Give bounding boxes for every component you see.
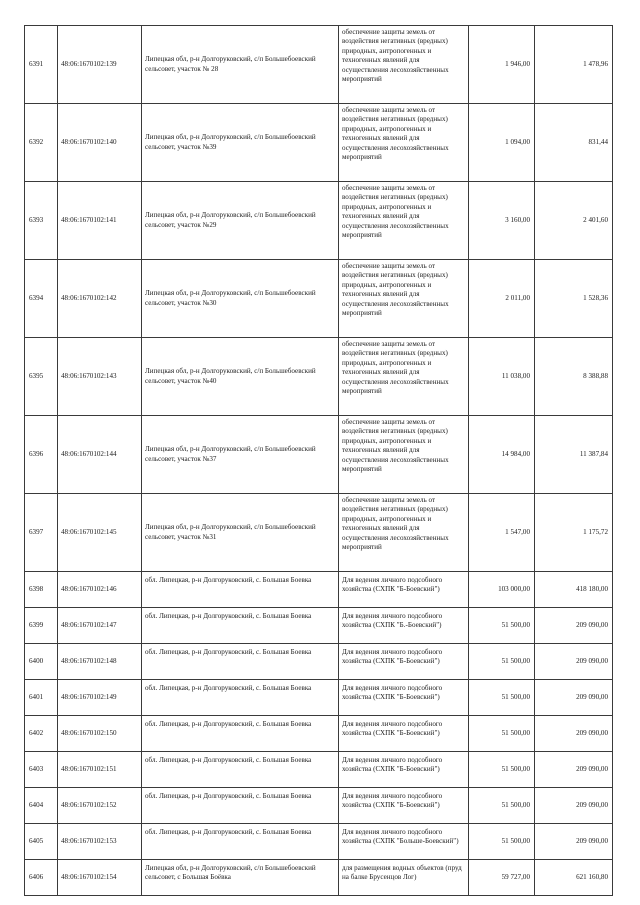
row-number: 6401 — [25, 680, 58, 716]
cadastral-value: 209 090,00 — [535, 608, 613, 644]
cadastral-value: 209 090,00 — [535, 788, 613, 824]
cadastral-number: 48:06:1670102:139 — [58, 26, 142, 104]
permitted-use: обеспечение защиты земель от воздействия негативных (вредных) природных, антропогенных и техногенных явлений для осуществления лесохозяйственных мероприятий — [339, 416, 469, 494]
plot-address: обл. Липецкая, р-н Долгоруковский, с. Большая Боевка — [142, 824, 339, 860]
permitted-use: Для ведения личного подсобного хозяйства (СХПК "Б-Боевский") — [339, 788, 469, 824]
row-number: 6404 — [25, 788, 58, 824]
cadastral-number: 48:06:1670102:150 — [58, 716, 142, 752]
table-row — [25, 260, 613, 338]
plot-area: 1 547,00 — [469, 494, 535, 572]
row-number: 6396 — [25, 416, 58, 494]
cadastral-value: 621 160,80 — [535, 860, 613, 896]
table-row — [25, 26, 613, 104]
cadastral-number: 48:06:1670102:152 — [58, 788, 142, 824]
permitted-use: обеспечение защиты земель от воздействия негативных (вредных) природных, антропогенных и техногенных явлений для осуществления лесохозяйственных мероприятий — [339, 338, 469, 416]
permitted-use: Для ведения личного подсобного хозяйства (СХПК "Б-Боевский") — [339, 644, 469, 680]
permitted-use: Для ведения личного подсобного хозяйства (СХПК "Б-Боевский") — [339, 572, 469, 608]
row-number: 6392 — [25, 104, 58, 182]
permitted-use: обеспечение защиты земель от воздействия негативных (вредных) природных, антропогенных и техногенных явлений для осуществления лесохозяйственных мероприятий — [339, 104, 469, 182]
plot-address: Липецкая обл, р-н Долгоруковский, с/п Большебоевский сельсовет, с Большая Боёвка — [142, 860, 339, 896]
plot-area: 51 500,00 — [469, 716, 535, 752]
cadastral-number: 48:06:1670102:142 — [58, 260, 142, 338]
permitted-use: Для ведения личного подсобного хозяйства (СХПК "Б-Боевский") — [339, 716, 469, 752]
row-number: 6406 — [25, 860, 58, 896]
cadastral-value: 418 180,00 — [535, 572, 613, 608]
cadastral-number: 48:06:1670102:141 — [58, 182, 142, 260]
cadastral-number: 48:06:1670102:144 — [58, 416, 142, 494]
cadastral-value: 11 387,84 — [535, 416, 613, 494]
plot-address: обл. Липецкая, р-н Долгоруковский, с. Большая Боевка — [142, 716, 339, 752]
row-number: 6405 — [25, 824, 58, 860]
plot-address: Липецкая обл, р-н Долгоруковский, с/п Большебоевский сельсовет, участок №29 — [142, 182, 339, 260]
plot-area: 103 000,00 — [469, 572, 535, 608]
cadastral-number: 48:06:1670102:145 — [58, 494, 142, 572]
row-number: 6395 — [25, 338, 58, 416]
plot-address: Липецкая обл, р-н Долгоруковский, с/п Большебоевский сельсовет, участок №37 — [142, 416, 339, 494]
plot-area: 1 946,00 — [469, 26, 535, 104]
plot-area: 3 160,00 — [469, 182, 535, 260]
plot-area: 1 094,00 — [469, 104, 535, 182]
permitted-use: Для ведения личного подсобного хозяйства (СХПК "Больше-Боевский") — [339, 824, 469, 860]
plot-area: 51 500,00 — [469, 788, 535, 824]
table-row — [25, 608, 613, 644]
row-number: 6403 — [25, 752, 58, 788]
permitted-use: обеспечение защиты земель от воздействия негативных (вредных) природных, антропогенных и техногенных явлений для осуществления лесохозяйственных мероприятий — [339, 182, 469, 260]
table-row — [25, 716, 613, 752]
plot-area: 14 984,00 — [469, 416, 535, 494]
permitted-use: Для ведения личного подсобного хозяйства (СХПК "Б-Боевский") — [339, 752, 469, 788]
cadastral-value: 1 528,36 — [535, 260, 613, 338]
plot-area: 51 500,00 — [469, 824, 535, 860]
table-row — [25, 788, 613, 824]
plot-area: 51 500,00 — [469, 680, 535, 716]
plot-address: Липецкая обл, р-н Долгоруковский, с/п Большебоевский сельсовет, участок №40 — [142, 338, 339, 416]
table-body — [25, 26, 613, 896]
cadastral-value: 1 478,96 — [535, 26, 613, 104]
table-row — [25, 416, 613, 494]
permitted-use: обеспечение защиты земель от воздействия негативных (вредных) природных, антропогенных и техногенных явлений для осуществления лесохозяйственных мероприятий — [339, 494, 469, 572]
cadastral-value: 209 090,00 — [535, 644, 613, 680]
table-row — [25, 752, 613, 788]
plot-address: Липецкая обл, р-н Долгоруковский, с/п Большебоевский сельсовет, участок № 28 — [142, 26, 339, 104]
table-row — [25, 338, 613, 416]
plot-address: обл. Липецкая, р-н Долгоруковский, с. Большая Боевка — [142, 788, 339, 824]
row-number: 6393 — [25, 182, 58, 260]
permitted-use: Для ведения личного подсобного хозяйства (СХПК "Б-Боевский") — [339, 680, 469, 716]
table-row — [25, 644, 613, 680]
plot-area: 2 011,00 — [469, 260, 535, 338]
cadastral-value: 209 090,00 — [535, 680, 613, 716]
table-row — [25, 680, 613, 716]
table-row — [25, 860, 613, 896]
plot-address: обл. Липецкая, р-н Долгоруковский, с. Большая Боевка — [142, 680, 339, 716]
permitted-use: обеспечение защиты земель от воздействия негативных (вредных) природных, антропогенных и техногенных явлений для осуществления лесохозяйственных мероприятий — [339, 260, 469, 338]
table-row — [25, 104, 613, 182]
plot-area: 59 727,00 — [469, 860, 535, 896]
table-row — [25, 572, 613, 608]
plot-address: Липецкая обл, р-н Долгоруковский, с/п Большебоевский сельсовет, участок №30 — [142, 260, 339, 338]
cadastral-value: 209 090,00 — [535, 752, 613, 788]
plot-address: Липецкая обл, р-н Долгоруковский, с/п Большебоевский сельсовет, участок №31 — [142, 494, 339, 572]
cadastral-value: 831,44 — [535, 104, 613, 182]
permitted-use: обеспечение защиты земель от воздействия негативных (вредных) природных, антропогенных и техногенных явлений для осуществления лесохозяйственных мероприятий — [339, 26, 469, 104]
row-number: 6394 — [25, 260, 58, 338]
row-number: 6402 — [25, 716, 58, 752]
plot-area: 51 500,00 — [469, 644, 535, 680]
row-number: 6400 — [25, 644, 58, 680]
cadastral-number: 48:06:1670102:147 — [58, 608, 142, 644]
cadastral-value: 209 090,00 — [535, 716, 613, 752]
permitted-use: для размещения водных объектов (пруд на балке Брусенцов Лог) — [339, 860, 469, 896]
plot-area: 51 500,00 — [469, 608, 535, 644]
cadastral-number: 48:06:1670102:153 — [58, 824, 142, 860]
table-row — [25, 824, 613, 860]
table-row — [25, 182, 613, 260]
cadastral-number: 48:06:1670102:140 — [58, 104, 142, 182]
cadastral-value: 2 401,60 — [535, 182, 613, 260]
row-number: 6398 — [25, 572, 58, 608]
cadastral-number: 48:06:1670102:143 — [58, 338, 142, 416]
plot-address: Липецкая обл, р-н Долгоруковский, с/п Большебоевский сельсовет, участок №39 — [142, 104, 339, 182]
cadastral-number: 48:06:1670102:151 — [58, 752, 142, 788]
row-number: 6391 — [25, 26, 58, 104]
row-number: 6399 — [25, 608, 58, 644]
cadastral-value: 209 090,00 — [535, 824, 613, 860]
plot-address: обл. Липецкая, р-н Долгоруковский, с. Большая Боевка — [142, 644, 339, 680]
plot-area: 51 500,00 — [469, 752, 535, 788]
land-plots-table — [24, 25, 613, 896]
cadastral-value: 8 388,88 — [535, 338, 613, 416]
plot-area: 11 038,00 — [469, 338, 535, 416]
plot-address: обл. Липецкая, р-н Долгоруковский, с. Большая Боевка — [142, 572, 339, 608]
table-row — [25, 494, 613, 572]
row-number: 6397 — [25, 494, 58, 572]
cadastral-number: 48:06:1670102:146 — [58, 572, 142, 608]
cadastral-value: 1 175,72 — [535, 494, 613, 572]
cadastral-number: 48:06:1670102:154 — [58, 860, 142, 896]
plot-address: обл. Липецкая, р-н Долгоруковский, с. Большая Боевка — [142, 608, 339, 644]
cadastral-number: 48:06:1670102:149 — [58, 680, 142, 716]
permitted-use: Для ведения личного подсобного хозяйства (СХПК "Б.-Боевский") — [339, 608, 469, 644]
cadastral-number: 48:06:1670102:148 — [58, 644, 142, 680]
plot-address: обл. Липецкая, р-н Долгоруковский, с. Большая Боевка — [142, 752, 339, 788]
